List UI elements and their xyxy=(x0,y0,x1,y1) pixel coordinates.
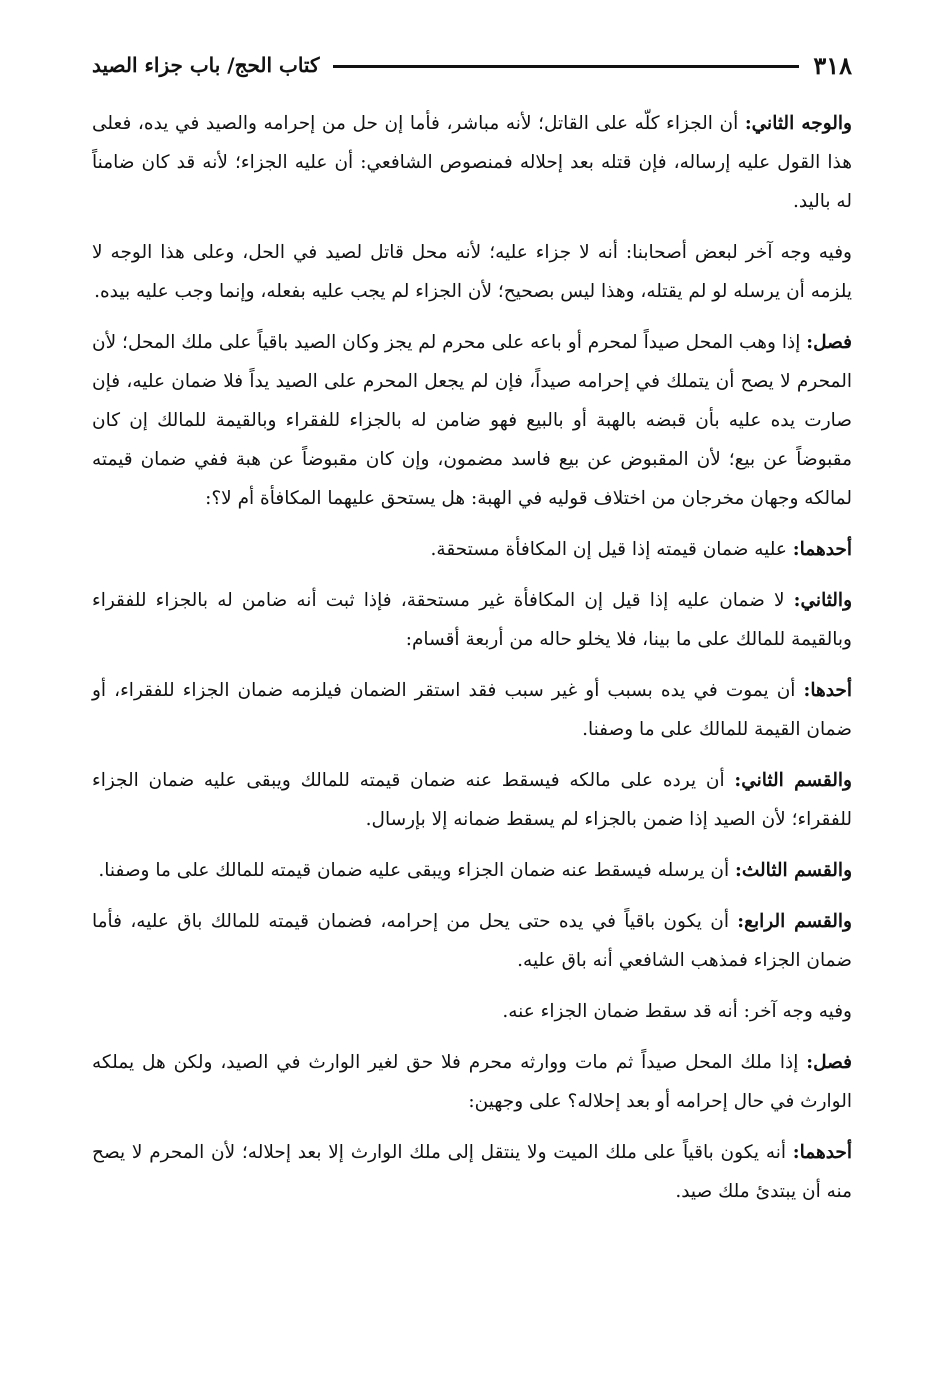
paragraph-lead: والقسم الثالث: xyxy=(735,860,852,881)
paragraph-lead: فصل: xyxy=(806,1052,852,1073)
paragraph xyxy=(92,1133,852,1211)
paragraph-lead: أحدهما: xyxy=(792,539,852,560)
paragraph xyxy=(92,1043,852,1121)
paragraph-text: أن يموت في يده بسبب أو غير سبب فقد استقر الضمان فيلزمه ضمان الجزاء للفقراء، أو ضمان القيمة للمالك على ما وصفنا. xyxy=(92,680,852,740)
book-page xyxy=(92,40,852,1334)
paragraph-lead: أحدها: xyxy=(803,680,852,701)
paragraph-lead: أحدهما: xyxy=(792,1142,852,1163)
paragraph-text: أن يكون باقياً في يده حتى يحل من إحرامه، فضمان قيمته للمالك باق عليه، فأما ضمان الجزاء فمذهب الشافعي أنه باق عليه. xyxy=(92,911,852,971)
paragraph-lead: والقسم الرابع: xyxy=(737,911,852,932)
paragraph xyxy=(92,671,852,749)
page-number: ٣١٨ xyxy=(813,50,852,80)
paragraph xyxy=(92,233,852,311)
paragraph xyxy=(92,104,852,221)
paragraph-text: وفيه وجه آخر: أنه قد سقط ضمان الجزاء عنه. xyxy=(502,1001,852,1022)
paragraph-text: عليه ضمان قيمته إذا قيل إن المكافأة مستحقة. xyxy=(430,539,793,560)
running-title: كتاب الحج/ باب جزاء الصيد xyxy=(92,53,320,77)
paragraph-text: أن يرده على مالكه فيسقط عنه ضمان قيمته للمالك ويبقى عليه ضمان الجزاء للفقراء؛ لأن الصيد إذا ضمن بالجزاء لم يسقط ضمانه إلا بإرسال. xyxy=(92,770,852,830)
paragraph-text: أن الجزاء كلّه على القاتل؛ لأنه مباشر، فأما إن حل من إحرامه والصيد في يده، فعلى هذا القول عليه إرساله، فإن قتله بعد إحلاله فمنصوص الشافعي: أن عليه الجزاء؛ لأنه قد كان ضامناً له باليد. xyxy=(92,113,852,212)
paragraph xyxy=(92,323,852,518)
paragraph-text: أنه يكون باقياً على ملك الميت ولا ينتقل إلى ملك الوارث إلا بعد إحلاله؛ لأن المحرم لا يصح منه أن يبتدئ ملك صيد. xyxy=(92,1142,852,1202)
page-header xyxy=(92,40,852,90)
paragraph-lead: فصل: xyxy=(806,332,852,353)
paragraph xyxy=(92,992,852,1031)
paragraph-lead: والوجه الثاني: xyxy=(744,113,852,134)
paragraph-text: إذا وهب المحل صيداً لمحرم أو باعه على محرم لم يجز وكان الصيد باقياً على ملك المحل؛ لأن المحرم لا يصح أن يتملك في إحرامه صيداً، فإن لم يجعل المحرم على الصيد يداً فلا ضمان عليه، فإن صارت يده عليه بأن قبضه بالهبة أو بالبيع فهو ضامن له بالجزاء للفقراء وبالقيمة للمالك إن كان مقبوضاً عن بيع؛ لأن المقبوض عن بيع فاسد مضمون، وإن كان مقبوضاً عن هبة ففي ضمان قيمته لمالكه وجهان مخرجان من اختلاف قوليه في الهبة: هل يستحق عليهما المكافأة أم لا؟: xyxy=(92,332,852,509)
paragraph-text: لا ضمان عليه إذا قيل إن المكافأة غير مستحقة، فإذا ثبت أنه ضامن له بالجزاء للفقراء وبالقيمة للمالك على ما بينا، فلا يخلو حاله من أربعة أقسام: xyxy=(92,590,852,650)
paragraph-lead: والثاني: xyxy=(793,590,852,611)
paragraph xyxy=(92,581,852,659)
paragraph-text: وفيه وجه آخر لبعض أصحابنا: أنه لا جزاء عليه؛ لأنه محل قاتل لصيد في الحل، وعلى هذا الوجه لا يلزمه أن يرسله لو لم يقتله، وهذا ليس بصحيح؛ لأن الجزاء لم يجب عليه بفعله، وإنما وجب عليه بيده. xyxy=(92,242,852,302)
paragraph xyxy=(92,761,852,839)
paragraph-text: أن يرسله فيسقط عنه ضمان الجزاء ويبقى عليه ضمان قيمته للمالك على ما وصفنا. xyxy=(98,860,736,881)
header-rule xyxy=(333,65,799,68)
body-text xyxy=(92,104,852,1211)
paragraph xyxy=(92,902,852,980)
paragraph xyxy=(92,530,852,569)
paragraph-text: إذا ملك المحل صيداً ثم مات ووارثه محرم فلا حق لغير الوارث في الصيد، ولكن هل يملكه الوارث في حال إحرامه أو بعد إحلاله؟ على وجهين: xyxy=(92,1052,852,1112)
paragraph-lead: والقسم الثاني: xyxy=(734,770,852,791)
paragraph xyxy=(92,851,852,890)
